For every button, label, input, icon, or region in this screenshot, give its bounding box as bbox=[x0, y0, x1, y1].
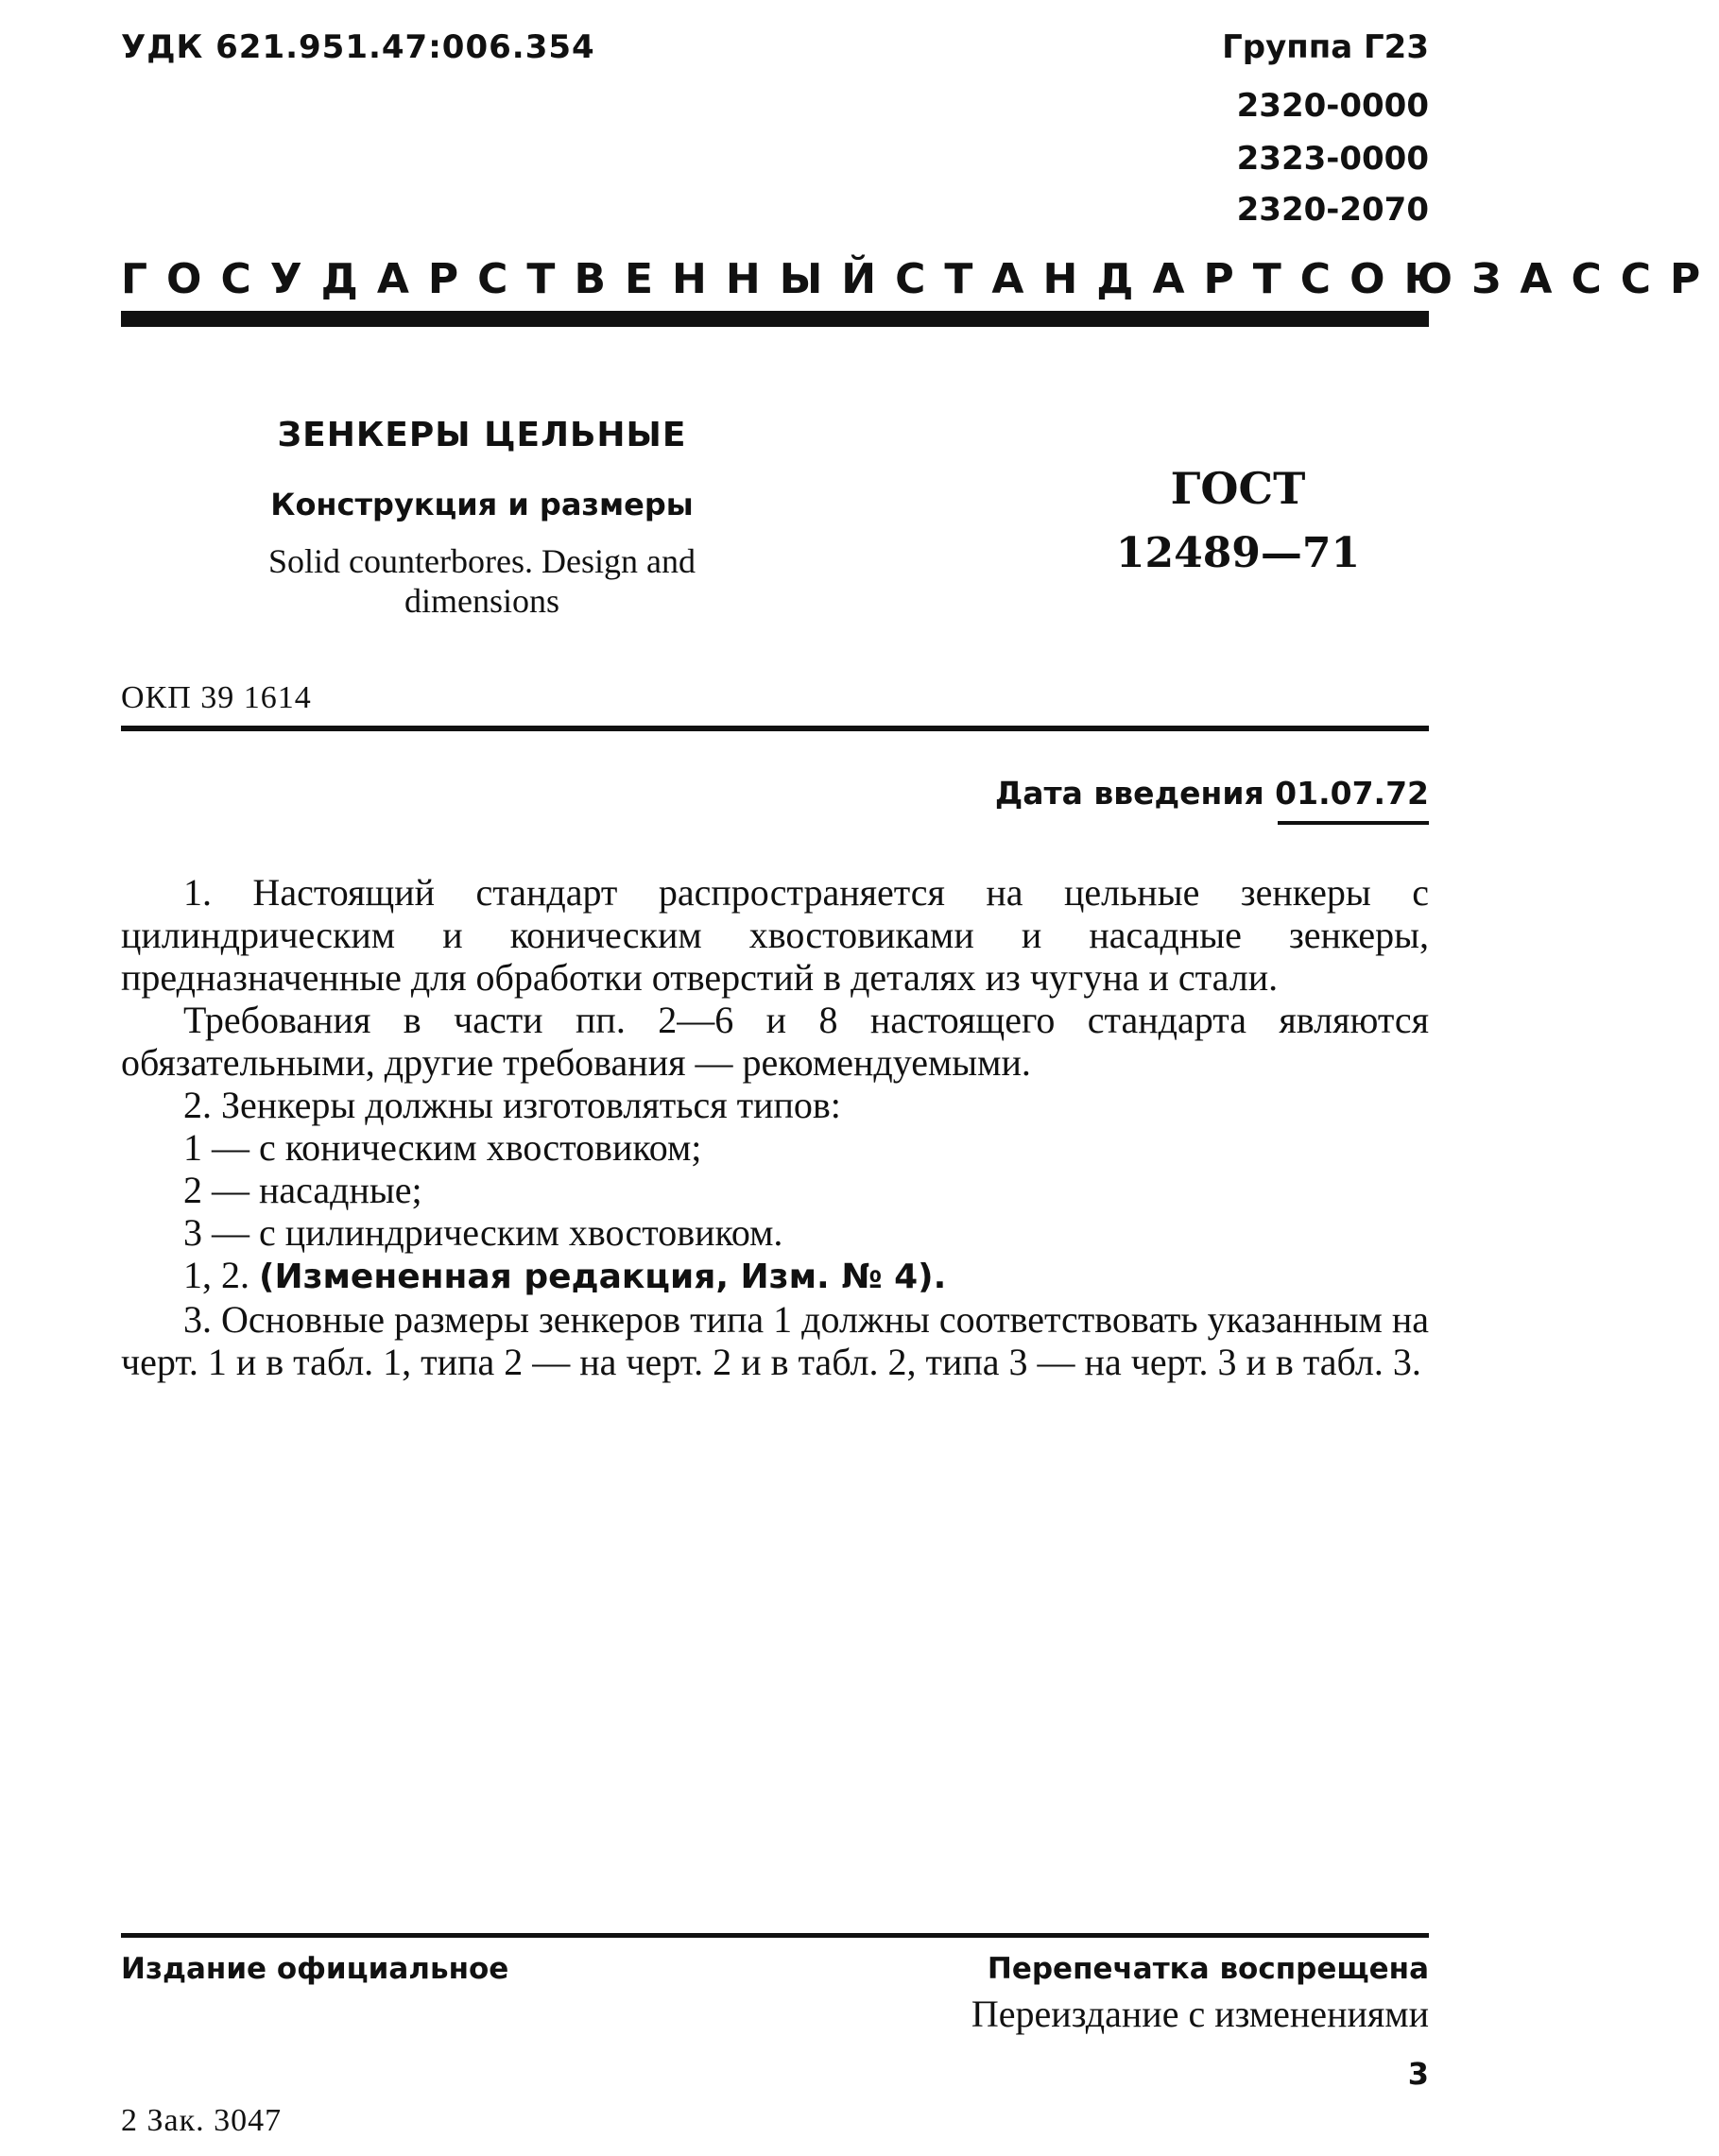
english-title: Solid counterbores. Design and dimensions bbox=[268, 542, 696, 620]
amendment-prefix: 1, 2. bbox=[183, 1254, 249, 1296]
reissue-note: Переиздание с изменениями bbox=[971, 1993, 1429, 2035]
gost-number: 12489—71 bbox=[1115, 529, 1361, 577]
amendment-note bbox=[121, 1254, 1429, 1298]
heading-word-3: СОЮЗА bbox=[1299, 255, 1572, 303]
type-3: 3 — с цилиндрическим хвостовиком. bbox=[183, 1211, 783, 1254]
okp-code-1: 2320-0000 bbox=[1236, 87, 1429, 125]
okp-code-3: 2320-2070 bbox=[1236, 191, 1429, 229]
state-standard-heading bbox=[121, 255, 1719, 303]
okp-label: ОКП 39 1614 bbox=[121, 680, 312, 715]
introduction-date: Дата введения 01.07.72 bbox=[994, 775, 1429, 812]
heading-word-1: ГОСУДАРСТВЕННЫЙ bbox=[121, 255, 896, 303]
reprint-prohibited: Перепечатка воспрещена bbox=[987, 1952, 1429, 1986]
udk-code: УДК 621.951.47:006.354 bbox=[121, 28, 595, 66]
okp-rule bbox=[121, 726, 1429, 731]
official-edition: Издание официальное bbox=[121, 1952, 509, 1986]
paragraph-1: 1. Настоящий стандарт распространяется на цельные зенкеры с цилиндрическим и коническим хвостовиками и насадные зенкеры, предназначенные для обработки отверстий в деталях из чугуна и стали. bbox=[121, 871, 1429, 999]
paragraph-3: 2. Зенкеры должны изготовляться типов: bbox=[183, 1084, 841, 1126]
heading-word-2: СТАНДАРТ bbox=[895, 255, 1300, 303]
gost-label: ГОСТ bbox=[1170, 463, 1306, 514]
paragraph-8: 3. Основные размеры зенкеров типа 1 должны соответствовать указанным на черт. 1 и в табл. 1, типа 2 — на черт. 2 и в табл. 2, типа 3 — на черт. 3 и в табл. 3. bbox=[121, 1298, 1429, 1383]
type-2: 2 — насадные; bbox=[183, 1169, 422, 1211]
group-code: Группа Г23 bbox=[1222, 28, 1429, 66]
document-title: ЗЕНКЕРЫ ЦЕЛЬНЫЕ bbox=[277, 416, 687, 454]
amendment-text: (Измененная редакция, Изм. № 4). bbox=[259, 1258, 947, 1296]
footer-rule bbox=[121, 1933, 1429, 1938]
type-1: 1 — с коническим хвостовиком; bbox=[183, 1126, 702, 1169]
okp-code-2: 2323-0000 bbox=[1236, 140, 1429, 178]
heading-rule bbox=[121, 311, 1429, 327]
order-number: 2 Зак. 3047 bbox=[121, 2103, 283, 2138]
page-number: 3 bbox=[1407, 2056, 1429, 2092]
document-body bbox=[121, 871, 1429, 1383]
document-subtitle: Конструкция и размеры bbox=[270, 487, 694, 522]
heading-word-4: ССР bbox=[1571, 255, 1719, 303]
paragraph-2: Требования в части пп. 2—6 и 8 настоящего стандарта являются обязательными, другие требования — рекомендуемыми. bbox=[121, 999, 1429, 1084]
date-underline bbox=[1278, 821, 1429, 825]
